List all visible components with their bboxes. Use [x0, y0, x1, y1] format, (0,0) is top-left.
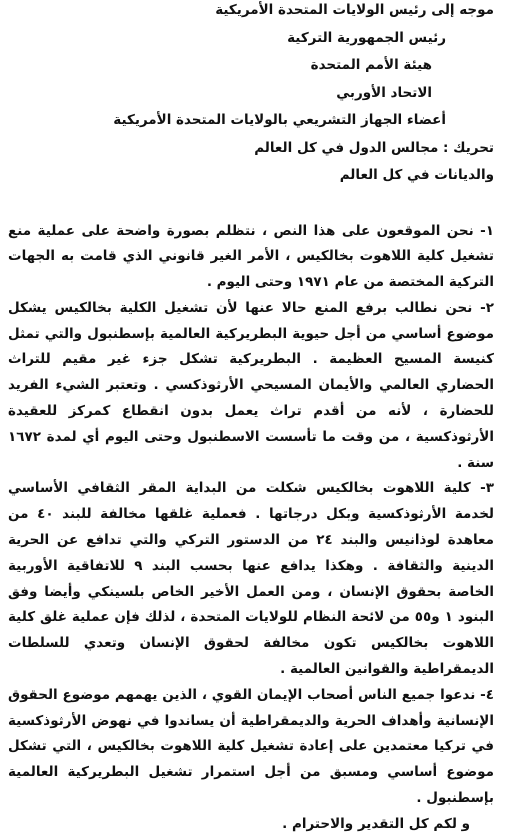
paragraph-2: ٢- نحن نطالب برفع المنع حالا عنها لأن تشغيل الكلية بخالكيس يشكل موضوع أساسي من أجل حيوية البطريركية العالمية بإسطنبول والتي تمثل كنيسة المسيح العظيمة . البطريركية تشكل جزء غير مقيم للتراث الحضاري العالمي والأيمان المسيحي الأرثوذكسي . وتعتبر الشيء الفريد للحضارة ، لأنه من أقدم تراث يعمل بدون انقطاع كمركز للعقيدة الأرثوذكسية ، من وقت ما تأسست الاسطنبول وحتى اليوم أي لمدة ١٦٧٢ سنة . — [8, 299, 494, 471]
addressee-line-us-legislature: أعضاء الجهاز التشريعي بالولايات المتحدة الأمريكية — [113, 112, 446, 128]
notify-line-world-councils: تحريك : مجالس الدول في كل العالم — [254, 139, 494, 156]
closing-line: و لكم كل التقدير والاحترام . — [282, 815, 470, 832]
paragraph-1: ١- نحن الموقعون على هذا النص ، نتظلم بصورة واضحة على عملية منع تشغيل كلية اللاهوت بخالكيس ، الأمر الغير قانوني الذي قامت به الجهات التركية المختصة من عام ١٩٧١ وحتى اليوم . — [8, 222, 494, 291]
addressee-block — [8, 4, 494, 183]
addressee-line-united-nations: هيئة الأمم المتحدة — [310, 57, 432, 73]
letter-body — [8, 219, 494, 838]
notify-line-world-religions: والديانات في كل العالم — [339, 167, 494, 183]
addressee-line-european-union: الاتحاد الأوربي — [336, 84, 432, 101]
paragraph-4: ٤- ندعوا جميع الناس أصحاب الإيمان القوي ، الذين يهمهم موضوع الحقوق الإنسانية وأهداف الحرية والديمقراطية أن يساندوا في نهوض الأرثوذكسية في تركيا معتمدين على إعادة تشغيل كلية اللاهوت بخالكيس ، التي تشكل موضوع أساسي ومسبق من أجل استمرار تشغيل البطريركية العالمية بإسطنبول . — [8, 686, 494, 807]
paragraph-3: ٣- كلية اللاهوت بخالكيس شكلت من البداية المقر الثقافي الأساسي لخدمة الأرثوذكسية وبكل درجاتها . فعملية غلقها مخالفة للبند ٤٠ من معاهدة لوذانيس والبند ٢٤ من الدستور التركي والتي تدافع عن الحرية الدينية والثقافة . وهكذا يدافع عنها بحسب البند ٩ للاتفاقية الأوربية الخاصة بحقوق الإنسان ، ومن العمل الأخير الخاص بلسينكي وأيضا وفق البنود ١ و٥٥ من لائحة النظام للولايات المتحدة ، لذلك فإن عملية غلق كلية اللاهوت بخالكيس تكون مخالفة لحقوق الإنسان وتعدي للسلطات الديمقراطية والقوانين العالمية . — [8, 480, 495, 678]
addressee-line-us-president: موجه إلى رئيس الولايات المتحدة الأمريكية — [215, 2, 494, 18]
addressee-line-turkish-president: رئيس الجمهورية التركية — [287, 29, 446, 46]
